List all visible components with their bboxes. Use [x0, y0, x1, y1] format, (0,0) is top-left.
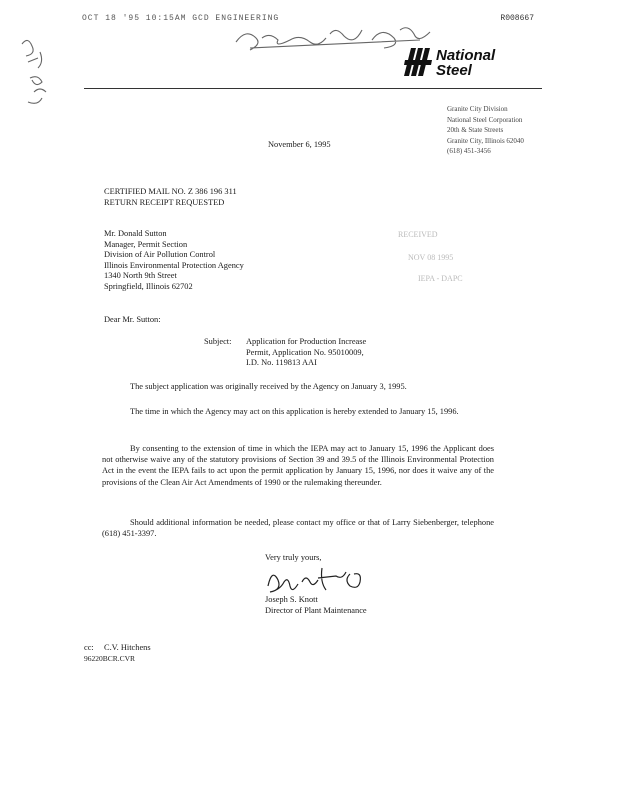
cc-recipient: C.V. Hitchens	[104, 643, 151, 652]
logo-wordmark	[436, 48, 495, 78]
recipient-line: 1340 North 9th Street	[104, 271, 177, 281]
address-line: Granite City Division	[447, 105, 508, 113]
body-paragraph-2: The time in which the Agency may act on this application is hereby extended to January 15, 1996.	[130, 407, 459, 416]
body-paragraph-4: Should additional information be needed, please contact my office or that of Larry Siebenberger, telephone (618) 451-3397.	[102, 518, 494, 539]
signature-image	[258, 560, 388, 598]
subject-block	[246, 337, 366, 369]
sender-address	[447, 104, 524, 157]
body-paragraph-3: By consenting to the extension of time in which the IEPA may act to January 15, 1996 the Applicant does not otherwise waive any of the statutory provisions of Section 39 and 39.5 of the Illinois Environmental Protection Act in the event the IEPA fails to act upon the permit application by January 15, 1996, nor does it waive any of the provisions of the Clean Air Act Amendments of 1990 or the rulemaking thereunder.	[102, 444, 494, 487]
address-line: National Steel Corporation	[447, 115, 523, 124]
bates-number: R008667	[500, 14, 534, 23]
address-line: (618) 451-3456	[447, 147, 491, 155]
logo-line-2: Steel	[436, 62, 472, 79]
signer-name: Joseph S. Knott	[265, 595, 318, 604]
letter-date: November 6, 1995	[268, 140, 331, 149]
handwritten-annotations	[0, 0, 618, 120]
logo-line-1: National	[436, 47, 496, 64]
stamp-line-3: IEPA - DAPC	[418, 274, 463, 283]
stamp-line-2: NOV 08 1995	[408, 253, 454, 262]
handwriting-top-note	[236, 28, 430, 50]
cc-label: cc:	[84, 643, 94, 652]
mailing-notice	[104, 187, 237, 208]
salutation: Dear Mr. Sutton:	[104, 315, 161, 324]
file-reference: 96220BCR.CVR	[84, 654, 136, 663]
stamp-line-1: RECEIVED	[398, 230, 438, 239]
return-receipt-notice: RETURN RECEIPT REQUESTED	[104, 197, 225, 207]
subject-label: Subject:	[204, 337, 232, 346]
recipient-line: Mr. Donald Sutton	[104, 229, 167, 238]
certified-mail-number: CERTIFIED MAIL NO. Z 386 196 311	[104, 187, 237, 196]
subject-line-2: Permit, Application No. 95010009,	[246, 347, 364, 357]
signer-title: Director of Plant Maintenance	[265, 605, 367, 615]
body-paragraph-1: The subject application was originally received by the Agency on January 3, 1995.	[130, 382, 407, 391]
recipient-address	[104, 229, 244, 293]
header-rule	[84, 88, 542, 89]
signature-block	[265, 595, 367, 616]
subject-line-3: I.D. No. 119813 AAI	[246, 358, 317, 368]
recipient-line: Manager, Permit Section	[104, 239, 188, 249]
subject-line-1: Application for Production Increase	[246, 337, 367, 346]
address-line: Granite City, Illinois 62040	[447, 136, 524, 145]
closing: Very truly yours,	[265, 553, 322, 562]
recipient-line: Illinois Environmental Protection Agency	[104, 260, 244, 270]
recipient-line: Springfield, Illinois 62702	[104, 281, 193, 291]
address-line: 20th & State Streets	[447, 126, 504, 134]
fax-header: OCT 18 '95 10:15AM GCD ENGINEERING	[82, 14, 280, 23]
national-steel-logo-icon	[402, 46, 434, 78]
recipient-line: Division of Air Pollution Control	[104, 250, 216, 260]
received-stamp	[398, 230, 463, 283]
handwriting-margin-note	[22, 40, 46, 103]
